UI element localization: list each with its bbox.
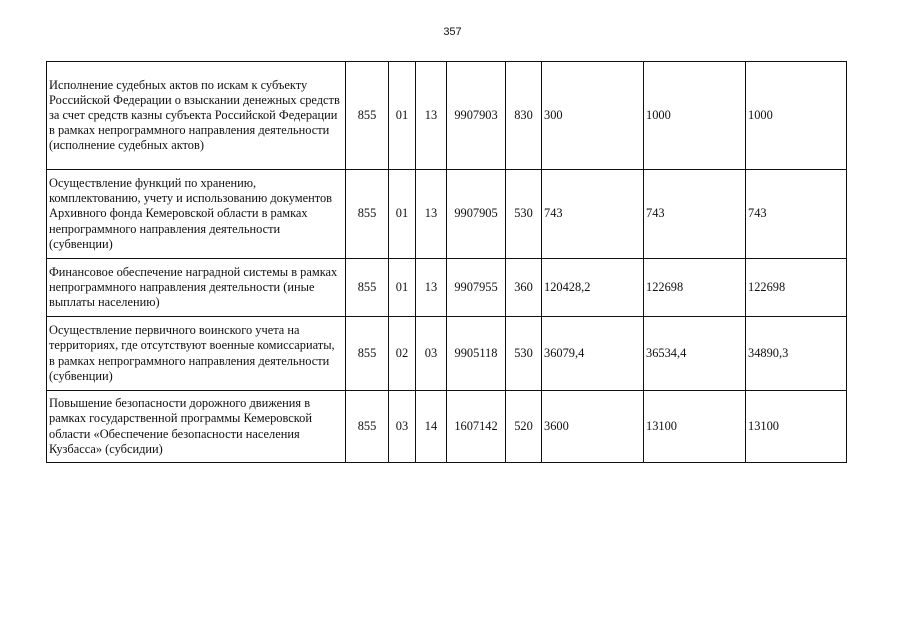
amount-year-3: 34890,3 (746, 317, 847, 391)
table-row (47, 259, 847, 317)
amount-year-3: 13100 (746, 391, 847, 463)
section-code: 01 (389, 62, 416, 170)
target-article-code: 1607142 (447, 391, 506, 463)
target-article-code: 9905118 (447, 317, 506, 391)
amount-year-1: 743 (542, 170, 644, 259)
subsection-code: 03 (416, 317, 447, 391)
subsection-code: 13 (416, 62, 447, 170)
row-description: Осуществление первичного воинского учета на территориях, где отсутствуют военные комиссариаты, в рамках непрограммного направления деятельности (субвенции) (47, 317, 346, 391)
table-row (47, 317, 847, 391)
row-description: Осуществление функций по хранению, комплектованию, учету и использованию документов Архивного фонда Кемеровской области в рамках непрограммного направления деятельности (субвенции) (47, 170, 346, 259)
amount-year-1: 3600 (542, 391, 644, 463)
section-code: 01 (389, 170, 416, 259)
subsection-code: 13 (416, 170, 447, 259)
subsection-code: 14 (416, 391, 447, 463)
amount-year-2: 743 (644, 170, 746, 259)
page-number: 357 (443, 26, 462, 38)
expense-type-code: 360 (506, 259, 542, 317)
grbs-code: 855 (346, 62, 389, 170)
grbs-code: 855 (346, 259, 389, 317)
amount-year-1: 300 (542, 62, 644, 170)
amount-year-3: 1000 (746, 62, 847, 170)
expense-type-code: 520 (506, 391, 542, 463)
amount-year-1: 120428,2 (542, 259, 644, 317)
target-article-code: 9907955 (447, 259, 506, 317)
amount-year-3: 743 (746, 170, 847, 259)
expense-type-code: 830 (506, 62, 542, 170)
row-description: Финансовое обеспечение наградной системы в рамках непрограммного направления деятельности (иные выплаты населению) (47, 259, 346, 317)
section-code: 03 (389, 391, 416, 463)
expense-type-code: 530 (506, 317, 542, 391)
grbs-code: 855 (346, 391, 389, 463)
amount-year-2: 36534,4 (644, 317, 746, 391)
subsection-code: 13 (416, 259, 447, 317)
target-article-code: 9907903 (447, 62, 506, 170)
amount-year-1: 36079,4 (542, 317, 644, 391)
table-row (47, 170, 847, 259)
expense-type-code: 530 (506, 170, 542, 259)
section-code: 01 (389, 259, 416, 317)
amount-year-2: 122698 (644, 259, 746, 317)
amount-year-2: 1000 (644, 62, 746, 170)
grbs-code: 855 (346, 317, 389, 391)
amount-year-3: 122698 (746, 259, 847, 317)
target-article-code: 9907905 (447, 170, 506, 259)
table-row (47, 62, 847, 170)
section-code: 02 (389, 317, 416, 391)
amount-year-2: 13100 (644, 391, 746, 463)
table-row (47, 391, 847, 463)
budget-table (46, 61, 847, 463)
grbs-code: 855 (346, 170, 389, 259)
row-description: Повышение безопасности дорожного движения в рамках государственной программы Кемеровской области «Обеспечение безопасности населения Кузбасса» (субсидии) (47, 391, 346, 463)
row-description: Исполнение судебных актов по искам к субъекту Российской Федерации о взыскании денежных средств за счет средств казны субъекта Российской Федерации в рамках непрограммного направления деятельности (исполнение судебных актов) (47, 62, 346, 170)
